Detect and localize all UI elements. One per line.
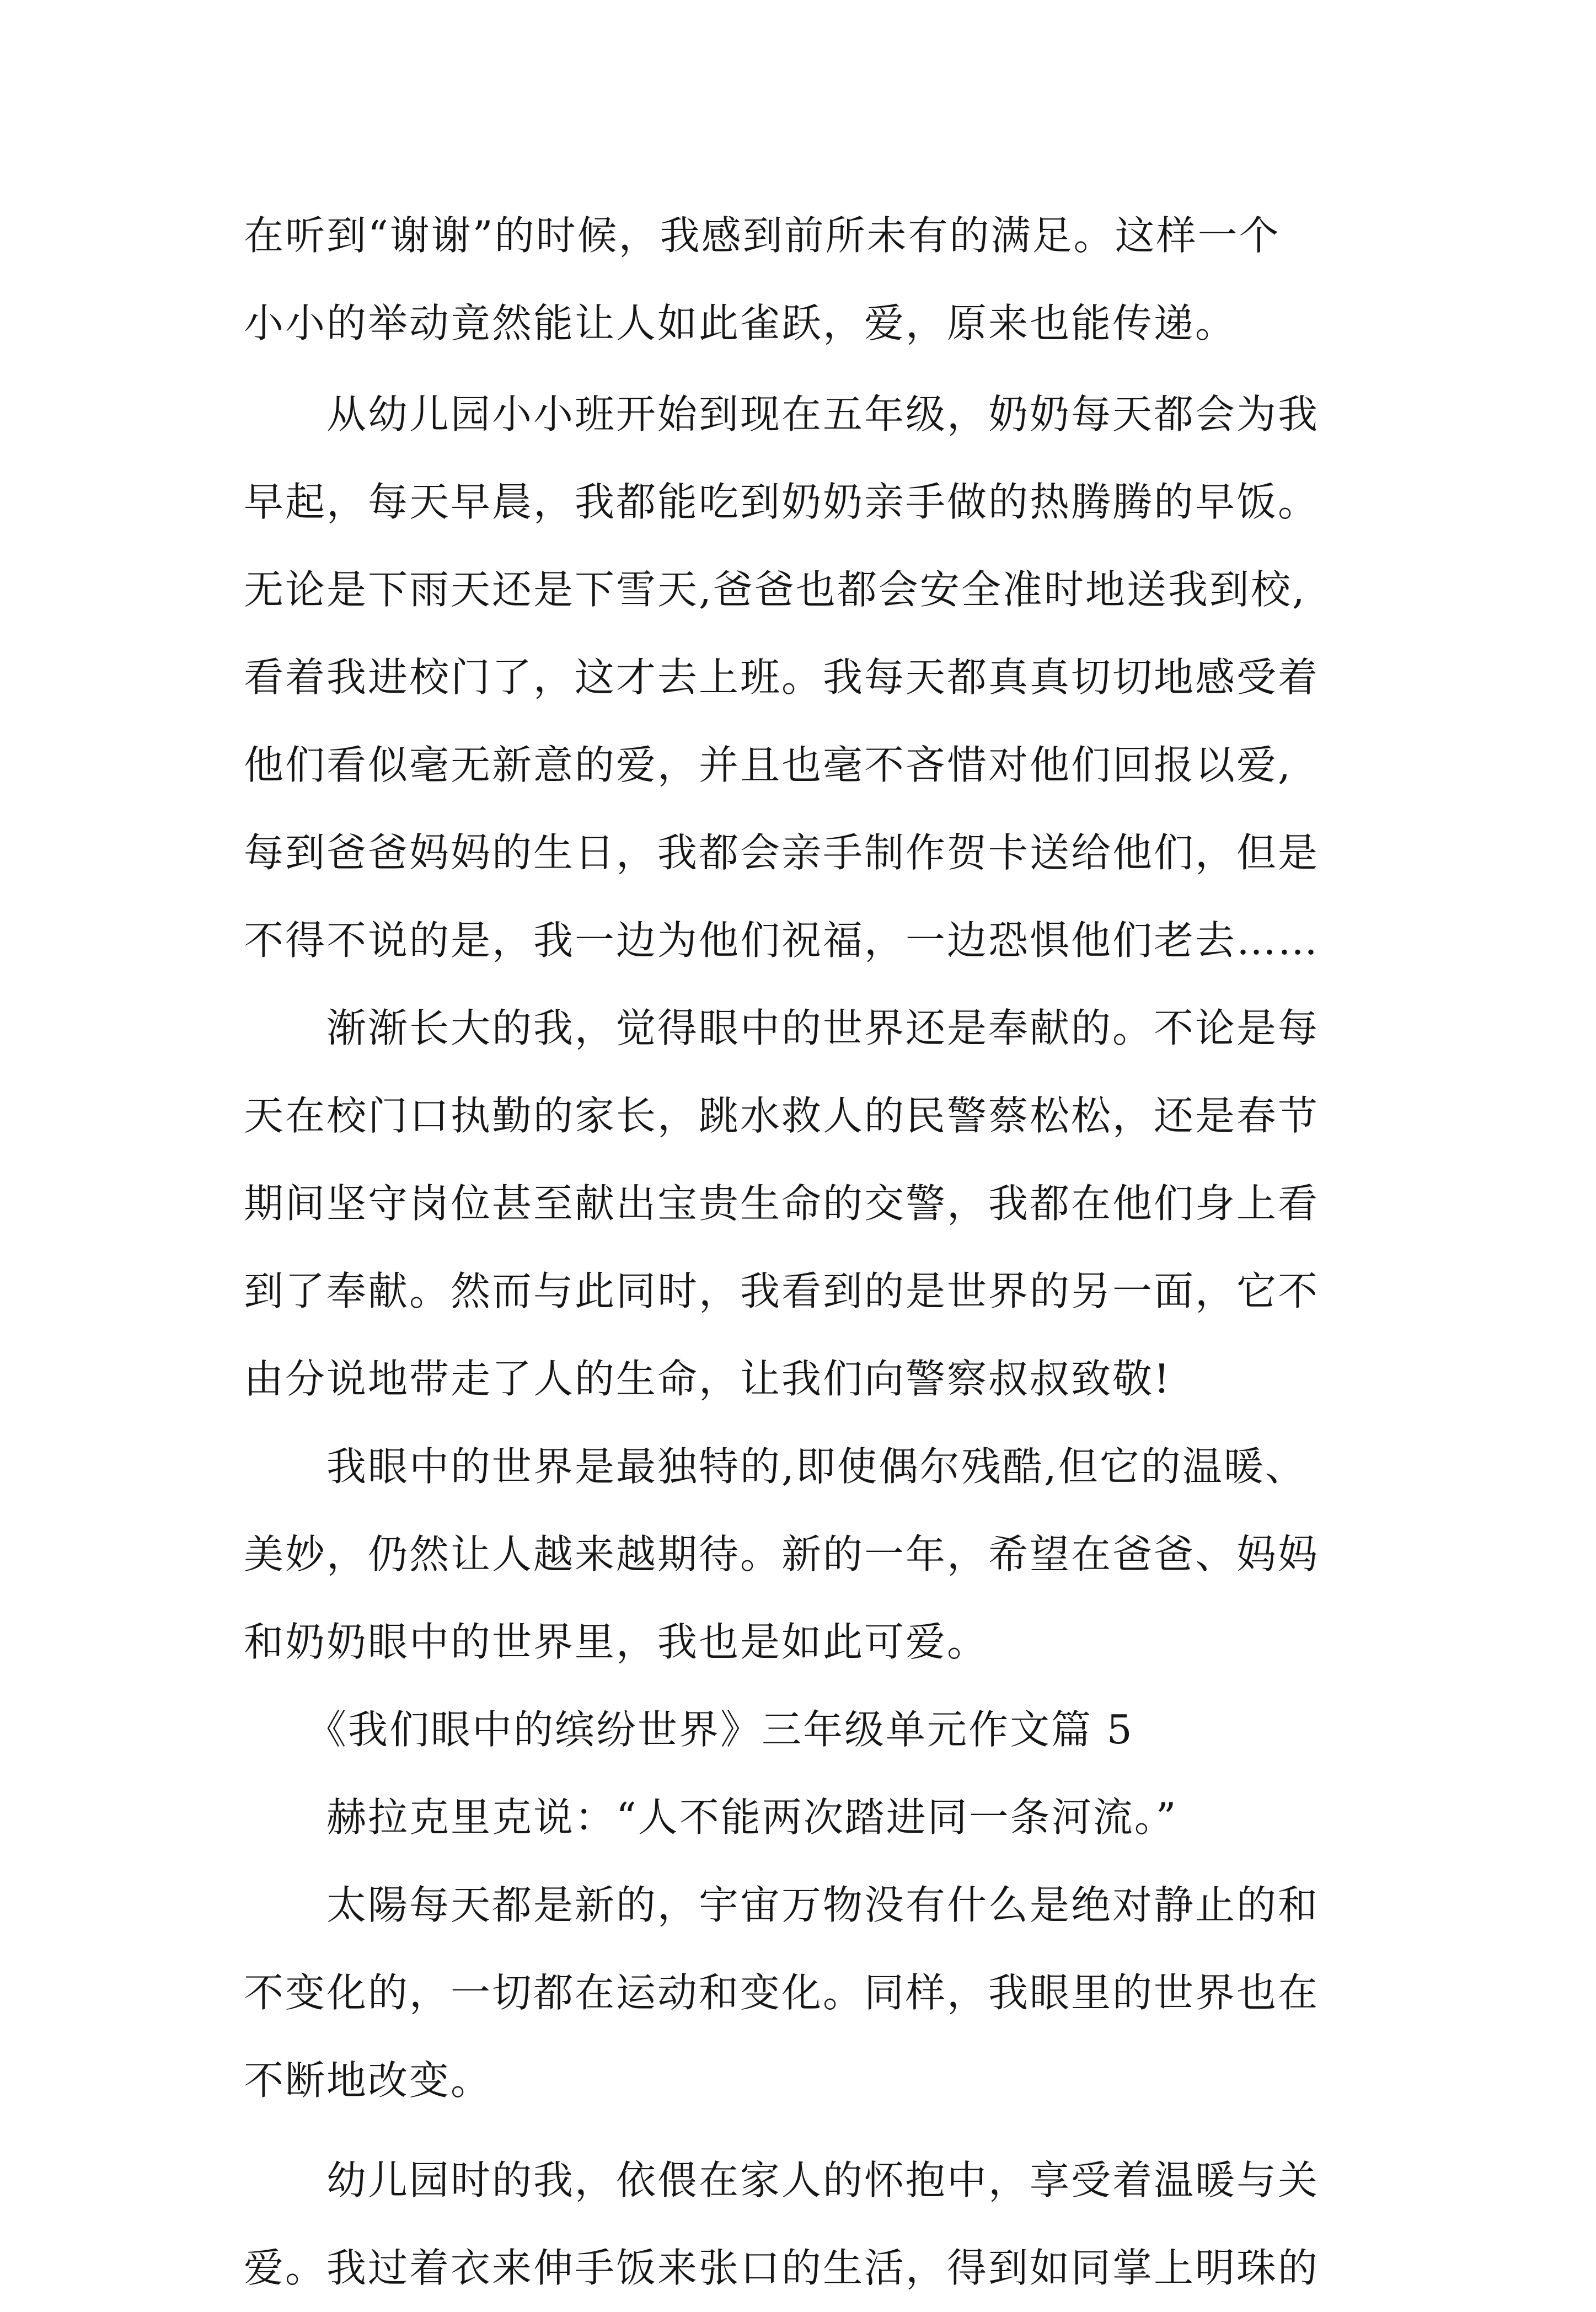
- section-heading: 《我们眼中的缤纷世界》三年级单元作文篇 5: [244, 1706, 1134, 1753]
- text-line: 不变化的，一切都在运动和变化。同样，我眼里的世界也在: [244, 1970, 1320, 2016]
- text-line: 不得不说的是，我一边为他们祝福，一边恐惧他们老去……: [244, 917, 1320, 964]
- text-line: 在听到“谢谢”的时候，我感到前所未有的满足。这样一个: [244, 212, 1281, 259]
- text-line: 爱。我过着衣来伸手饭来张口的生活，得到如同掌上明珠的: [244, 2245, 1320, 2291]
- text-line: 早起，每天早晨，我都能吃到奶奶亲手做的热腾腾的早饭。: [244, 479, 1320, 525]
- text-line: 每到爸爸妈妈的生日，我都会亲手制作贺卡送给他们，但是: [244, 829, 1320, 876]
- text-line: 他们看似毫无新意的爱，并且也毫不吝惜对他们回报以爱,: [244, 742, 1292, 788]
- text-line: 到了奉献。然而与此同时，我看到的是世界的另一面，它不: [244, 1268, 1320, 1314]
- text-line: 无论是下雨天还是下雪天,爸爸也都会安全准时地送我到校,: [244, 566, 1306, 613]
- text-line: 不断地改变。: [244, 2057, 492, 2104]
- paragraph-start-line: 幼儿园时的我，依偎在家人的怀抱中，享受着温暖与关: [244, 2157, 1320, 2203]
- paragraph-start-line: 从幼儿园小小班开始到现在五年级，奶奶每天都会为我: [244, 391, 1320, 437]
- paragraph-start-line: 太陽每天都是新的，宇宙万物没有什么是绝对静止的和: [244, 1882, 1320, 1928]
- quote-line: 赫拉克里克说：“人不能两次踏进同一条河流。”: [244, 1794, 1178, 1840]
- text-line: 天在校门口执勤的家长，跳水救人的民警蔡松松，还是春节: [244, 1093, 1320, 1139]
- paragraph-start-line: 渐渐长大的我，觉得眼中的世界还是奉献的。不论是每: [244, 1005, 1320, 1051]
- text-line: 期间坚守岗位甚至献出宝贵生命的交警，我都在他们身上看: [244, 1180, 1320, 1227]
- text-line: 美妙，仍然让人越来越期待。新的一年，希望在爸爸、妈妈: [244, 1531, 1320, 1577]
- text-line: 看着我进校门了，这才去上班。我每天都真真切切地感受着: [244, 654, 1320, 700]
- text-line: 由分说地带走了人的生命，让我们向警察叔叔致敬!: [244, 1356, 1171, 1402]
- document-body: [244, 192, 1358, 2312]
- paragraph-start-line: 我眼中的世界是最独特的,即使偶尔残酷,但它的温暖、: [244, 1443, 1306, 1490]
- text-line: 和奶奶眼中的世界里，我也是如此可爱。: [244, 1619, 989, 1665]
- text-line: 小小的举动竟然能让人如此雀跃，爱，原来也能传递。: [244, 300, 1237, 346]
